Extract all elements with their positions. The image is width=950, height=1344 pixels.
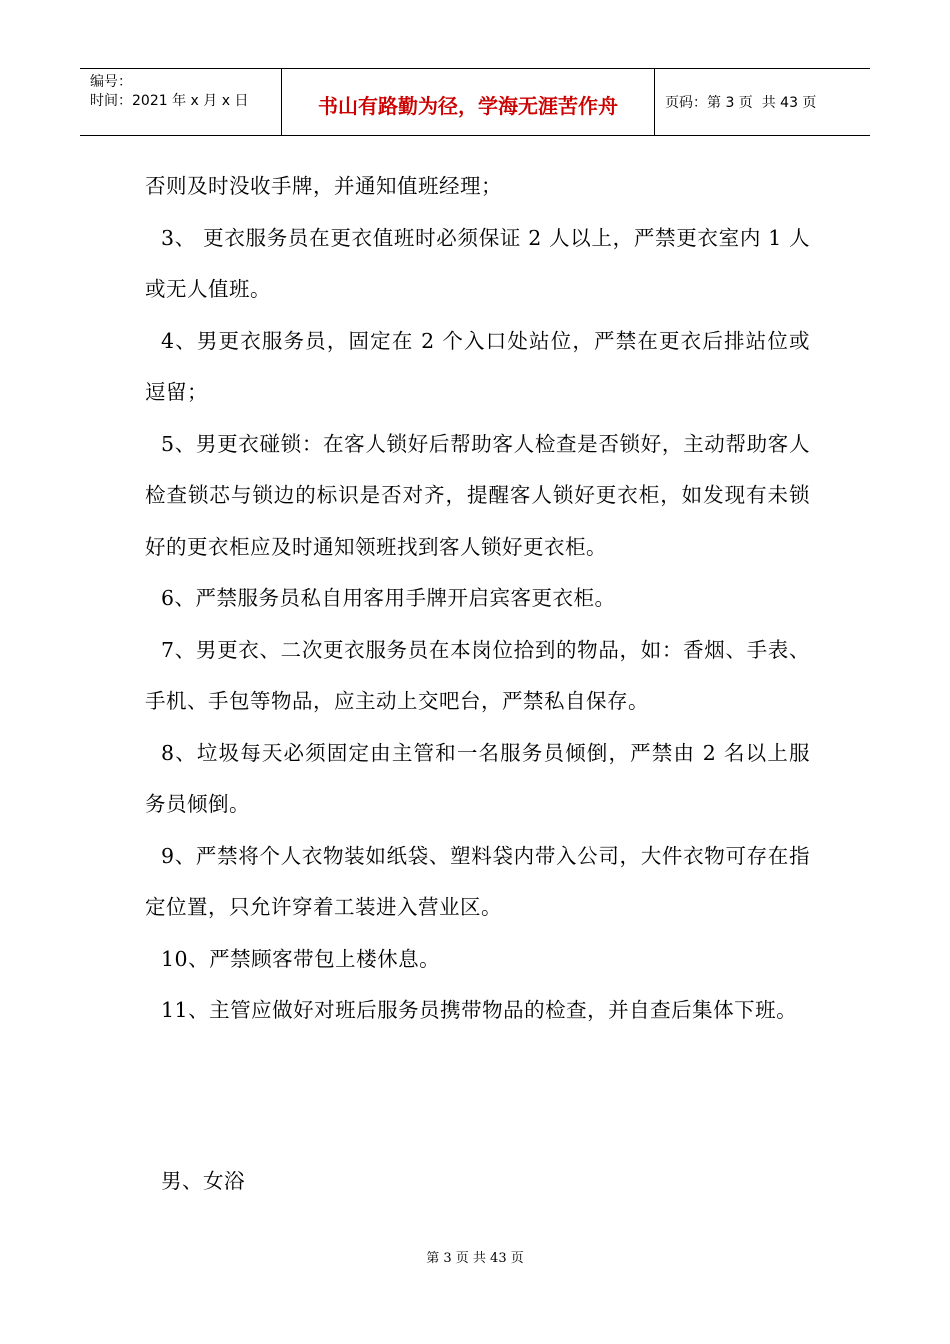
header-page-label: 页码：第 3 页 共 43 页 bbox=[665, 95, 817, 111]
header-page-cell bbox=[655, 69, 870, 135]
paragraph: 8、垃圾每天必须固定由主管和一名服务员倾倒，严禁由 2 名以上服务员倾倒。 bbox=[145, 740, 810, 816]
document-number-label: 编号： bbox=[90, 74, 132, 90]
header-meta-cell bbox=[80, 69, 282, 135]
document-time-label: 时间：2021 年 x 月 x 日 bbox=[90, 93, 249, 109]
page-footer: 第 3 页 共 43 页 bbox=[426, 1251, 524, 1266]
paragraph: 10、严禁顾客带包上楼休息。 bbox=[161, 946, 441, 971]
paragraph: 7、男更衣、二次更衣服务员在本岗位拾到的物品，如：香烟、手表、手机、手包等物品，应主动上交吧台，严禁私自保存。 bbox=[145, 637, 810, 713]
paragraph: 5、男更衣碰锁：在客人锁好后帮助客人检查是否锁好，主动帮助客人检查锁芯与锁边的标识是否对齐，提醒客人锁好更衣柜，如发现有未锁好的更衣柜应及时通知领班找到客人锁好更衣柜。 bbox=[145, 431, 810, 559]
section-heading: 男、女浴 bbox=[161, 1169, 245, 1193]
header-motto: 书山有路勤为径，学海无涯苦作舟 bbox=[282, 69, 655, 135]
paragraph: 4、男更衣服务员，固定在 2 个入口处站位，严禁在更衣后排站位或逗留； bbox=[145, 328, 810, 404]
paragraph: 6、严禁服务员私自用客用手牌开启宾客更衣柜。 bbox=[161, 586, 616, 610]
paragraph: 9、严禁将个人衣物装如纸袋、塑料袋内带入公司，大件衣物可存在指定位置，只允许穿着工装进入营业区。 bbox=[145, 843, 810, 919]
paragraph: 否则及时没收手牌，并通知值班经理； bbox=[145, 174, 502, 198]
document-body bbox=[145, 161, 810, 1037]
paragraph: 3、 更衣服务员在更衣值班时必须保证 2 人以上，严禁更衣室内 1 人或无人值班。 bbox=[145, 225, 810, 301]
page-header bbox=[80, 68, 870, 136]
paragraph: 11、主管应做好对班后服务员携带物品的检查，并自查后集体下班。 bbox=[161, 998, 798, 1022]
